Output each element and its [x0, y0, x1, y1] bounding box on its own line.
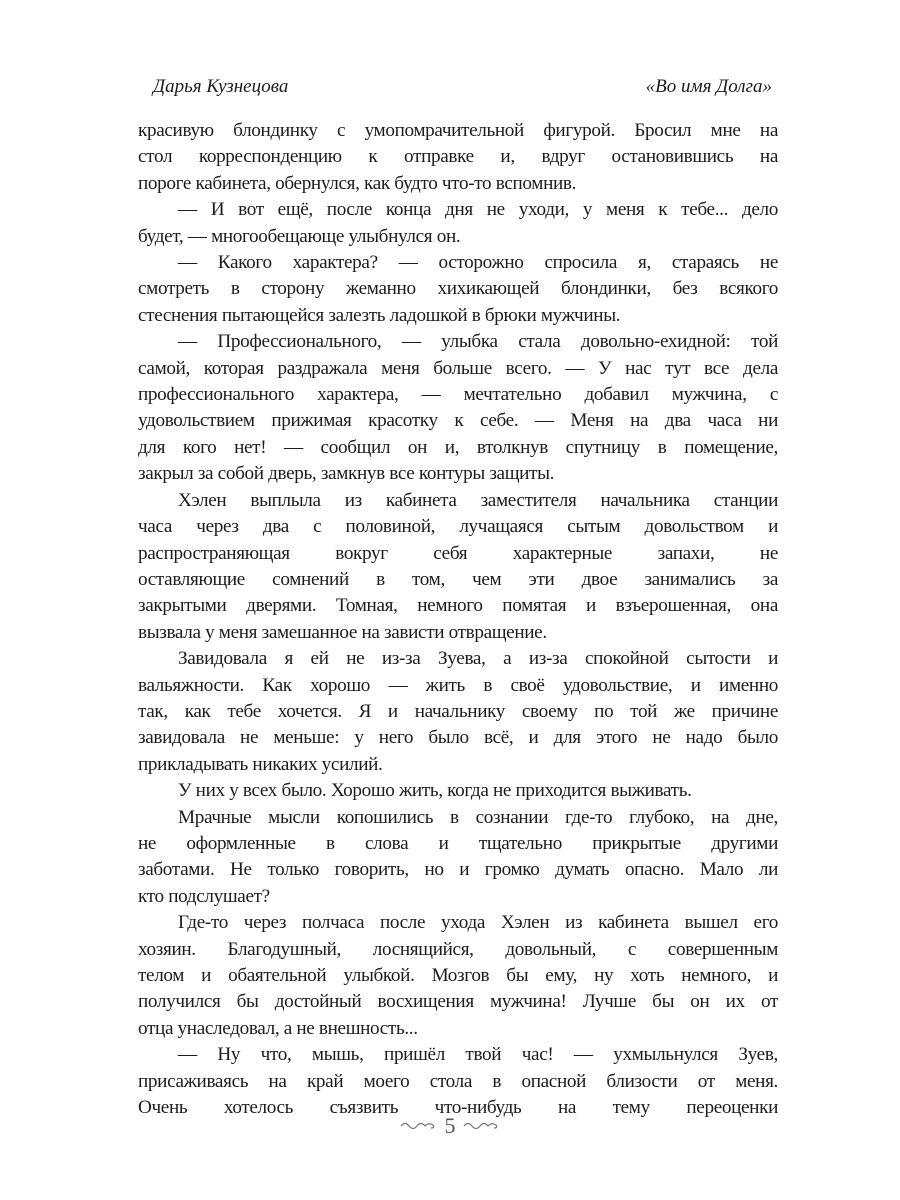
text-line: завидовала не меньше: у него было всё, и для этого не надо было	[138, 727, 778, 749]
text-line: прикладывать никаких усилий.	[138, 753, 383, 775]
text-line: Где-то через полчаса после ухода Хэлен из кабинета вышел его	[178, 912, 778, 934]
text-line: Хэлен выплыла из кабинета заместителя начальника станции	[178, 489, 778, 511]
text-line: Завидовала я ей не из-за Зуева, а из-за спокойной сытости и	[178, 648, 778, 670]
text-line: заботами. Не только говорить, но и громко думать опасно. Мало ли	[138, 859, 778, 881]
text-line: — И вот ещё, после конца дня не уходи, у меня к тебе... дело	[178, 199, 778, 221]
ornament-right-icon	[462, 1120, 502, 1132]
text-line: кто подслушает?	[138, 885, 270, 907]
text-line: красивую блондинку с умопомрачительной фигурой. Бросил мне на	[138, 120, 778, 141]
running-header-author: Дарья Кузнецова	[153, 76, 289, 97]
text-line: профессионального характера, — мечтательно добавил мужчина, с	[138, 384, 778, 406]
text-line: закрыл за собой дверь, замкнув все контуры защиты.	[138, 463, 555, 485]
text-line: Очень хотелось съязвить что-нибудь на тему переоценки	[138, 1097, 778, 1119]
text-line: получился бы достойный восхищения мужчина! Лучше бы он их от	[138, 991, 778, 1013]
text-line: — Какого характера? — осторожно спросила я, стараясь не	[178, 252, 778, 274]
running-header-title: «Во имя Долга»	[645, 76, 772, 97]
text-line: вызвала у меня замешанное на зависти отвращение.	[138, 621, 547, 643]
text-line: присаживаясь на край моего стола в опасной близости от меня.	[138, 1070, 778, 1092]
page-number: 5	[444, 1113, 456, 1138]
text-line: не оформленные в слова и тщательно прикрытые другими	[138, 832, 778, 854]
text-line: — Ну что, мышь, пришёл твой час! — ухмыльнулся Зуев,	[178, 1044, 778, 1066]
text-line: так, как тебе хочется. Я и начальнику своему по той же причине	[138, 700, 778, 722]
text-line: пороге кабинета, обернулся, как будто что-то вспомнив.	[138, 172, 577, 194]
text-line: оставляющие сомнений в том, чем эти двое занимались за	[138, 568, 778, 590]
text-line: стеснения пытающейся залезть ладошкой в брюки мужчины.	[138, 304, 621, 326]
text-line: стол корреспонденцию к отправке и, вдруг остановившись на	[138, 146, 778, 168]
text-line: распространяющая вокруг себя характерные запахи, не	[138, 542, 778, 564]
text-line: удовольствием прижимая красотку к себе. — Меня на два часа ни	[138, 410, 778, 432]
text-line: самой, которая раздражала меня больше всего. — У нас тут все дела	[138, 357, 778, 379]
text-line: телом и обаятельной улыбкой. Мозгов бы ему, ну хоть немного, и	[138, 965, 778, 986]
text-line: — Профессионального, — улыбка стала довольно-ехидной: той	[178, 331, 778, 353]
text-line: хозяин. Благодушный, лоснящийся, довольный, с совершенным	[138, 938, 778, 960]
text-line: смотреть в сторону жеманно хихикающей блондинки, без всякого	[138, 278, 778, 300]
text-line: У них у всех было. Хорошо жить, когда не приходится выживать.	[178, 780, 692, 802]
text-line: Мрачные мысли копошились в сознании где-то глубоко, на дне,	[178, 806, 778, 828]
text-line: будет, — многообещающе улыбнулся он.	[138, 225, 461, 247]
text-line: для кого нет! — сообщил он и, втолкнув спутницу в помещение,	[138, 436, 778, 458]
page-body-text	[138, 118, 778, 1121]
page-footer	[0, 1112, 900, 1140]
text-line: часа через два с половиной, лучащаяся сытым довольством и	[138, 516, 778, 538]
ornament-left-icon	[399, 1120, 439, 1132]
text-line: отца унаследовал, а не внешность...	[138, 1017, 418, 1039]
text-line: вальяжности. Как хорошо — жить в своё удовольствие, и именно	[138, 674, 778, 696]
text-line: закрытыми дверями. Томная, немного помятая и взъерошенная, она	[138, 595, 778, 617]
